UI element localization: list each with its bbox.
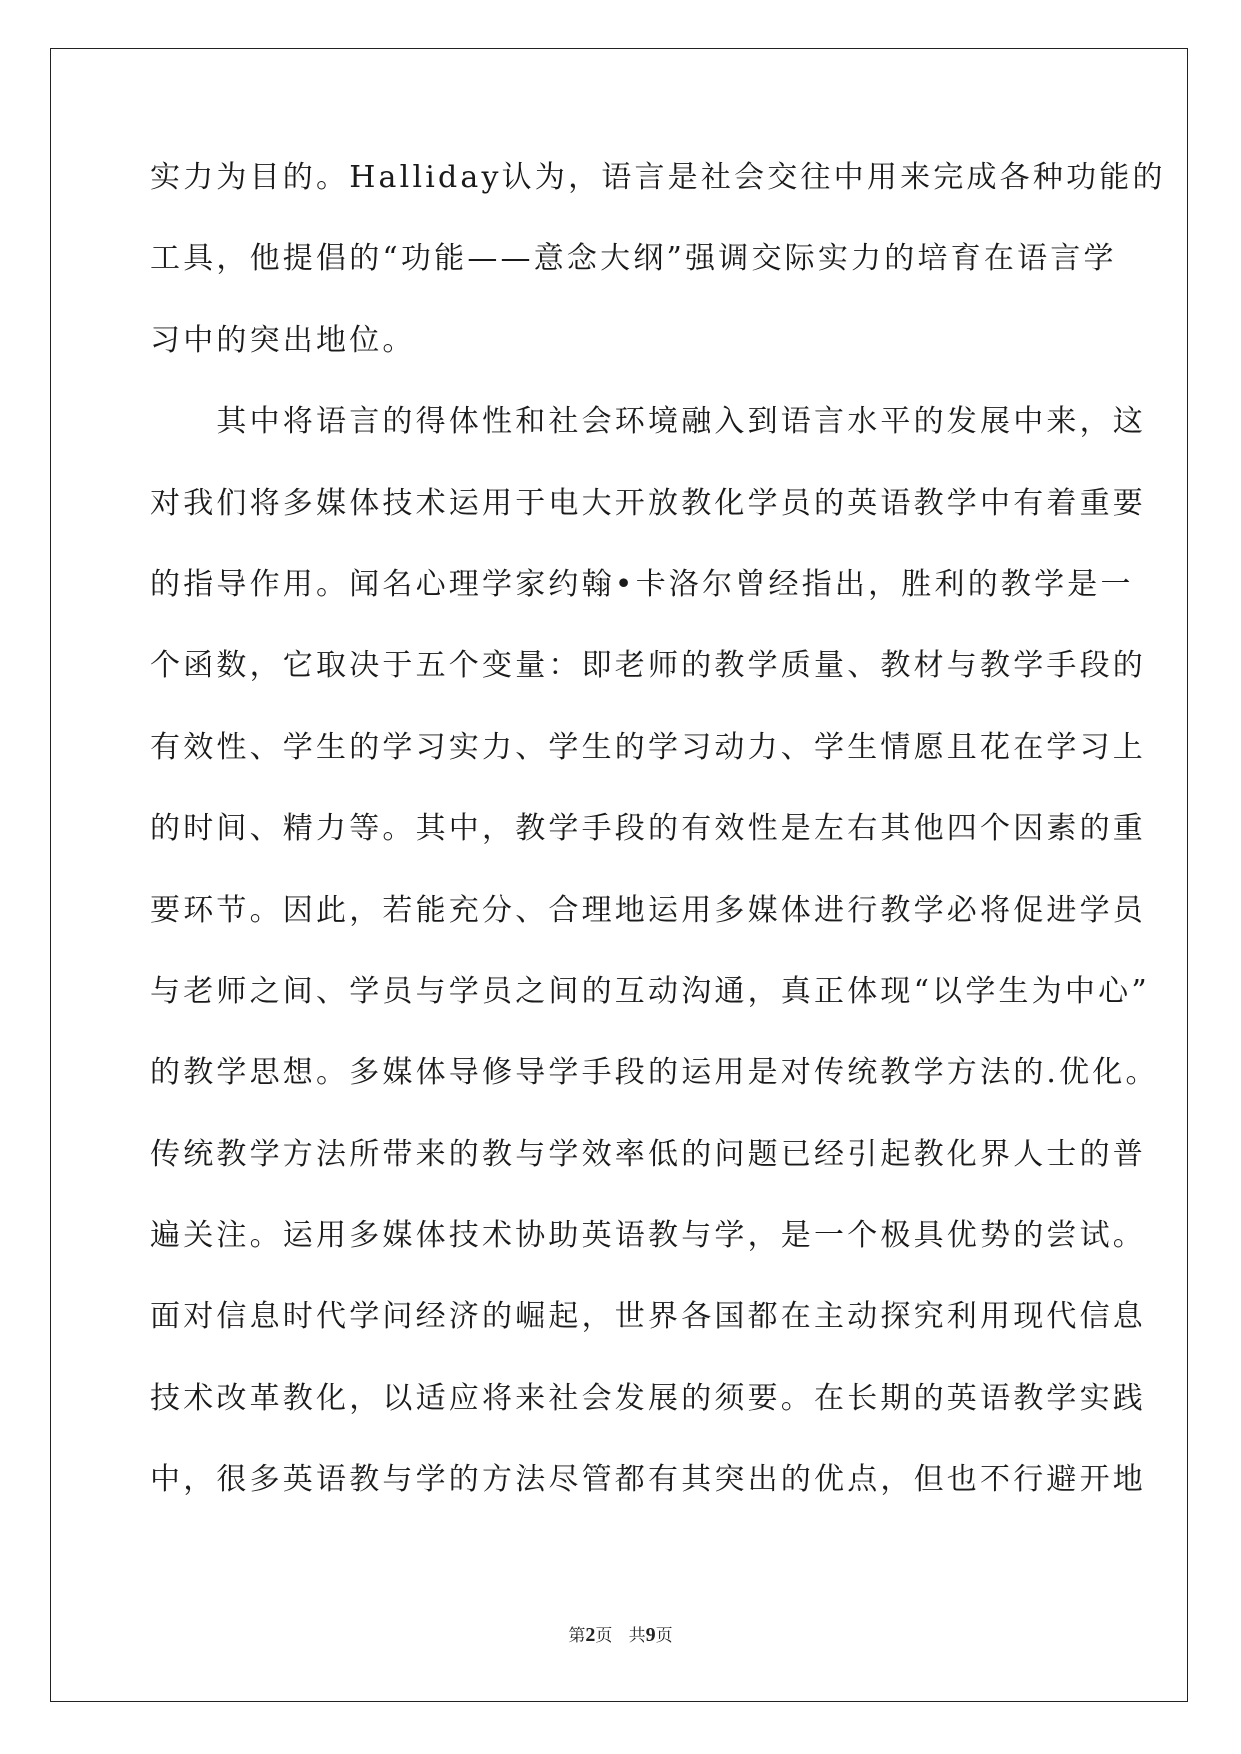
text-line: 的教学思想。多媒体导修导学手段的运用是对传统教学方法的.优化。 (150, 1055, 1159, 1091)
total-pages: 9 (645, 1624, 656, 1646)
text-line: 实力为目的。Halliday认为，语言是社会交往中用来完成各种功能的 (150, 160, 1166, 195)
text-line: 个函数，它取决于五个变量：即老师的教学质量、教材与教学手段的 (150, 648, 1146, 684)
page-number: 2 (585, 1624, 596, 1646)
text-line: 有效性、学生的学习实力、学生的学习动力、学生情愿且花在学习上 (150, 729, 1146, 765)
text-line: 与老师之间、学员与学员之间的互动沟通，真正体现“以学生为中心” (150, 973, 1150, 1009)
text-line: 中，很多英语教与学的方法尽管都有其突出的优点，但也不行避开地 (150, 1462, 1146, 1498)
text-line: 传统教学方法所带来的教与学效率低的问题已经引起教化界人士的普 (150, 1136, 1146, 1172)
text-line: 对我们将多媒体技术运用于电大开放教化学员的英语教学中有着重要 (150, 485, 1146, 521)
page-prefix: 第 (568, 1626, 586, 1646)
total-prefix: 共 (628, 1626, 646, 1646)
page-suffix: 页 (595, 1626, 613, 1646)
text-line: 技术改革教化，以适应将来社会发展的须要。在长期的英语教学实践 (150, 1380, 1146, 1416)
total-suffix: 页 (655, 1626, 673, 1646)
text-line: 习中的突出地位。 (150, 322, 416, 358)
text-line: 其中将语言的得体性和社会环境融入到语言水平的发展中来，这 (150, 404, 1146, 440)
text-line: 要环节。因此，若能充分、合理地运用多媒体进行教学必将促进学员 (150, 892, 1146, 928)
body-text (150, 158, 1166, 1542)
text-line: 的时间、精力等。其中，教学手段的有效性是左右其他四个因素的重 (150, 811, 1146, 847)
text-line: 面对信息时代学问经济的崛起，世界各国都在主动探究利用现代信息 (150, 1299, 1146, 1335)
page-footer (0, 1621, 1241, 1647)
text-line: 工具，他提倡的“功能——意念大纲”强调交际实力的培育在语言学 (150, 241, 1117, 277)
text-line: 的指导作用。闻名心理学家约翰•卡洛尔曾经指出，胜利的教学是一 (150, 566, 1134, 602)
text-line: 遍关注。运用多媒体技术协助英语教与学，是一个极具优势的尝试。 (150, 1218, 1146, 1254)
